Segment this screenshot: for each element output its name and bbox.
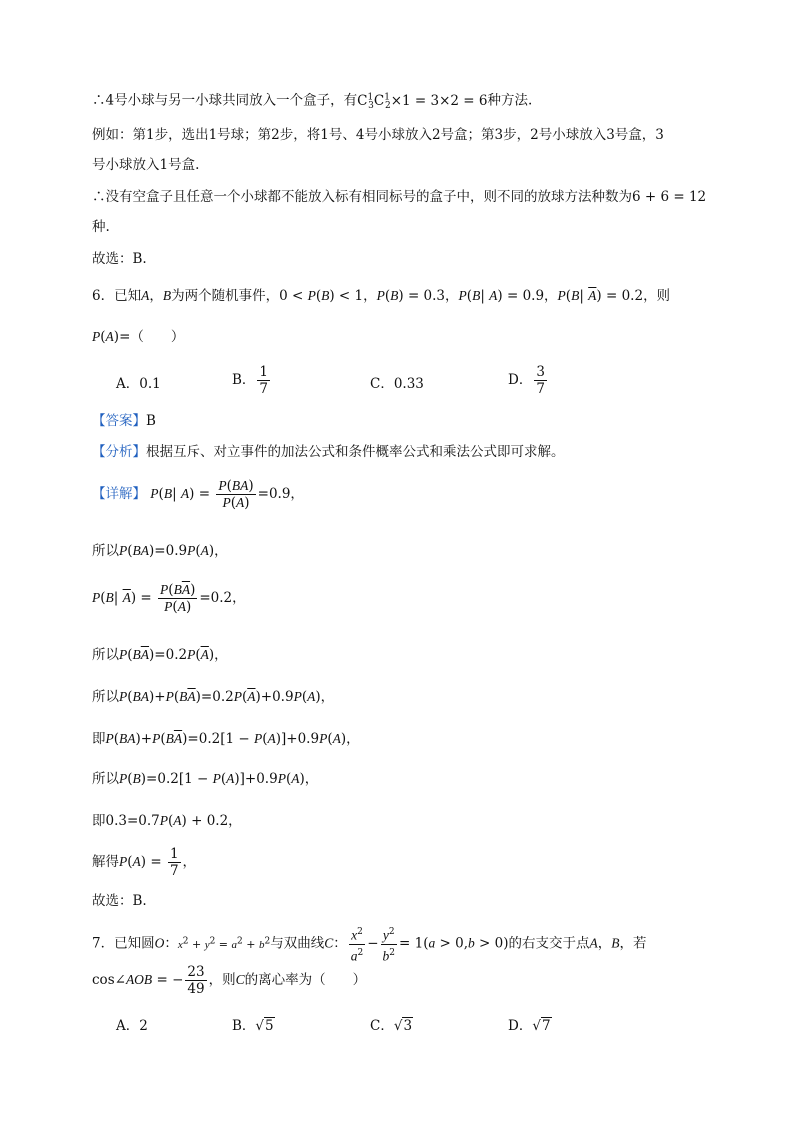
detail-step-7: 所以P(B)=0.2[1 − P(A)]+0.9P(A)， — [92, 771, 319, 787]
text-line-6: 故选：B. — [92, 251, 147, 267]
text-line-1: ∴4号小球与另一小球共同放入一个盒子，有$C^1_3C^1_2\times 1 = 3\times 2 = 6$种方法. — [92, 92, 533, 112]
detail-step-6: 即$P(BA)+P(B\overline{A})=0.2[1 - P(A)]+0.9P(A)$， — [92, 731, 360, 747]
option-d: D． $\frac{3}{7}$ — [508, 364, 545, 397]
detail-step-9: 解得P(A) = $\frac{1}{7}$ ， — [92, 846, 197, 879]
text-line-4: ∴没有空盒子且任意一个小球都不能放入标有相同标号的盒子中，则不同的放球方法种数为6 + 6 = 12 — [92, 189, 707, 205]
detail-conclusion: 故选：B. — [92, 893, 147, 909]
q7-option-b: B．√5 — [232, 1018, 274, 1034]
option-b: B． $\frac{1}{7}$ — [232, 364, 269, 397]
question-6-prompt: P(A)=（ ） — [92, 329, 185, 345]
q7-option-d: D．√7 — [508, 1018, 551, 1034]
text-line-2: 例如：第1步，选出1号球；第2步，将1号、4号小球放入2号盒；第3步，2号小球放入3号盒，3 — [92, 127, 664, 143]
combination-expression: $C^1_3C^1_2\times 1 = 3\times 2 = 6$ — [357, 92, 488, 112]
q7-option-c: C．√3 — [370, 1018, 413, 1034]
detail-step-8: 即0.3=0.7P(A) + 0.2， — [92, 813, 242, 829]
detail-step-3: P(B| $\overline{A}$) = $\frac{P(B\overline{A})}{P(\overline{A})}$ =0.2， — [92, 582, 246, 615]
question-7-stem: 7．已知圆O：$x^2 + y^2 = a^2 + b^2$与双曲线C： $\frac{x^2}{a^2}$ − $\frac{y^2}{b^2}$ = 1(a > 0,b > 0)的右支交于点A，B，若 — [92, 924, 647, 964]
question-6-stem: 6．已知A，B为两个随机事件，0 < P(B) < 1，P(B) = 0.3，P(B| A) = 0.9，P(B| $\overline{A}) = 0.2$，则 — [92, 288, 671, 304]
detail-step-4: 所以$P(B\overline{A})=0.2P(\overline{A})$， — [92, 647, 228, 663]
detail-step-1: 【详解】 P(B| A) = $\frac{P(BA)}{P(A)}$ =0.9， — [92, 478, 304, 511]
detail-step-5: 所以$P(BA)+P(B\overline{A})=0.2P(\overline{A})+0.9P(A)$， — [92, 689, 335, 705]
option-a: A．0.1 — [116, 376, 161, 392]
text-line-5: 种. — [92, 219, 110, 235]
q7-option-a: A．2 — [116, 1018, 148, 1034]
detail-step-2: 所以P(BA)=0.9P(A)， — [92, 543, 228, 559]
option-c: C．0.33 — [370, 376, 424, 392]
text-line-3: 号小球放入1号盒. — [92, 157, 200, 173]
answer-line: 【答案】B — [92, 413, 156, 429]
question-7-stem-2: cos∠AOB = − $\frac{23}{49}$ ，则C的离心率为（ ） — [92, 964, 367, 997]
analysis-line: 【分析】根据互斥、对立事件的加法公式和条件概率公式和乘法公式即可求解。 — [92, 444, 565, 460]
